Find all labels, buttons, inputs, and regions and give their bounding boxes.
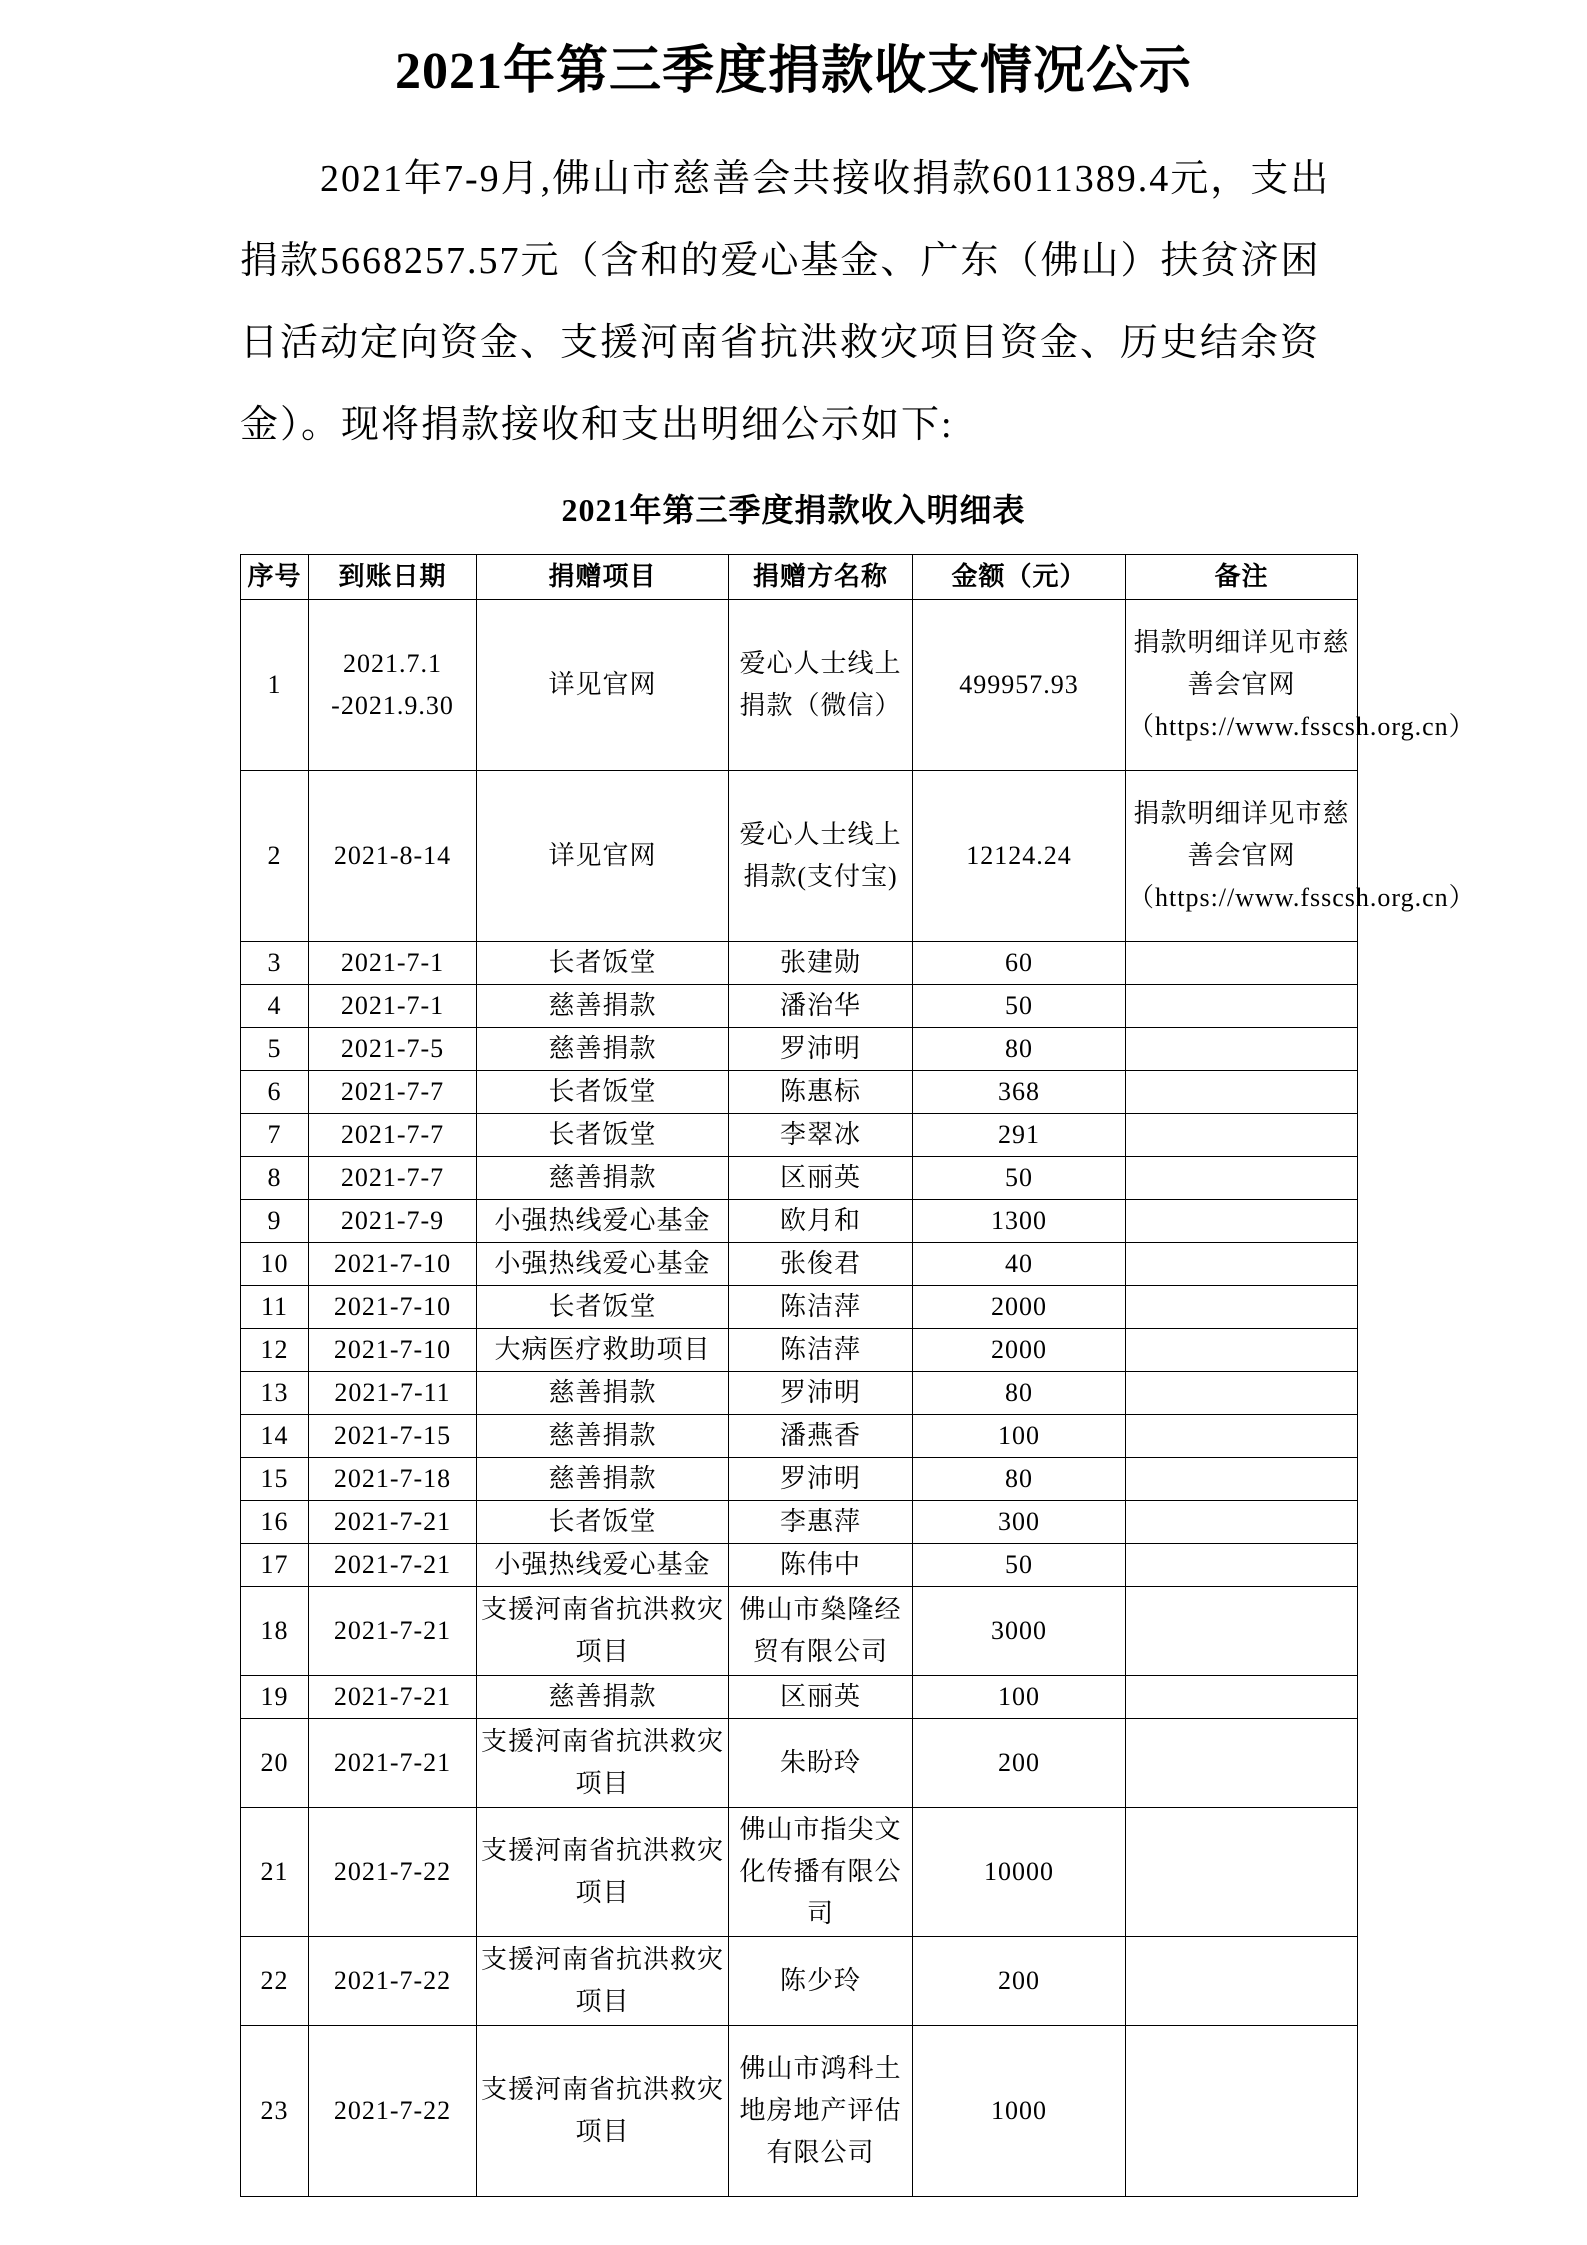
row-note [1126, 1114, 1358, 1157]
row-project: 慈善捐款 [477, 1157, 729, 1200]
table-row [241, 1071, 1358, 1114]
row-donor: 李翠冰 [729, 1114, 913, 1157]
table-row [241, 1719, 1358, 1808]
row-amount: 50 [913, 1544, 1126, 1587]
row-donor: 陈少玲 [729, 1937, 913, 2026]
row-date: 2021-7-9 [309, 1200, 477, 1243]
row-donor: 陈洁萍 [729, 1286, 913, 1329]
row-note [1126, 1719, 1358, 1808]
table-row [241, 1415, 1358, 1458]
row-date: 2021-7-21 [309, 1587, 477, 1676]
table-row [241, 1808, 1358, 1937]
row-donor: 潘治华 [729, 985, 913, 1028]
row-number: 21 [241, 1808, 309, 1937]
row-project: 支援河南省抗洪救灾项目 [477, 1719, 729, 1808]
row-date: 2021-7-11 [309, 1372, 477, 1415]
donation-income-table [240, 554, 1476, 2197]
row-donor: 罗沛明 [729, 1028, 913, 1071]
row-donor: 爱心人士线上捐款（微信） [729, 600, 913, 771]
table-row [241, 985, 1358, 1028]
row-donor: 陈惠标 [729, 1071, 913, 1114]
row-number: 18 [241, 1587, 309, 1676]
row-number: 8 [241, 1157, 309, 1200]
row-project: 长者饭堂 [477, 1114, 729, 1157]
row-date: 2021-7-10 [309, 1243, 477, 1286]
row-amount: 2000 [913, 1286, 1126, 1329]
header-no: 序号 [241, 555, 309, 600]
row-note [1126, 1501, 1358, 1544]
row-donor: 潘燕香 [729, 1415, 913, 1458]
row-number: 19 [241, 1676, 309, 1719]
table-header-row [241, 555, 1358, 600]
row-note: 捐款明细详见市慈善会官网（https://www.fsscsh.org.cn） [1126, 600, 1358, 771]
row-note [1126, 1028, 1358, 1071]
row-project: 支援河南省抗洪救灾项目 [477, 1587, 729, 1676]
row-number: 4 [241, 985, 309, 1028]
row-project: 慈善捐款 [477, 1372, 729, 1415]
row-number: 20 [241, 1719, 309, 1808]
row-donor: 爱心人士线上捐款(支付宝) [729, 771, 913, 942]
row-amount: 291 [913, 1114, 1126, 1157]
table-row [241, 1501, 1358, 1544]
row-project: 大病医疗救助项目 [477, 1329, 729, 1372]
document-title: 2021年第三季度捐款收支情况公示 [394, 43, 1192, 100]
row-project: 长者饭堂 [477, 942, 729, 985]
row-amount: 100 [913, 1415, 1126, 1458]
row-project: 慈善捐款 [477, 1676, 729, 1719]
row-amount: 2000 [913, 1329, 1126, 1372]
row-donor: 陈洁萍 [729, 1329, 913, 1372]
row-project: 支援河南省抗洪救灾项目 [477, 2026, 729, 2197]
table-row [241, 1329, 1358, 1372]
table-row [241, 1544, 1358, 1587]
row-date: 2021-7-22 [309, 1808, 477, 1937]
row-number: 10 [241, 1243, 309, 1286]
row-project: 小强热线爱心基金 [477, 1243, 729, 1286]
row-amount: 368 [913, 1071, 1126, 1114]
row-note [1126, 1415, 1358, 1458]
table-row [241, 1157, 1358, 1200]
row-project: 小强热线爱心基金 [477, 1544, 729, 1587]
row-project: 慈善捐款 [477, 1028, 729, 1071]
row-date: 2021-7-21 [309, 1719, 477, 1808]
row-amount: 200 [913, 1937, 1126, 2026]
row-note [1126, 1329, 1358, 1372]
table-row [241, 1458, 1358, 1501]
row-project: 支援河南省抗洪救灾项目 [477, 1808, 729, 1937]
row-note [1126, 1458, 1358, 1501]
row-date: 2021-7-7 [309, 1157, 477, 1200]
row-number: 2 [241, 771, 309, 942]
row-note [1126, 1544, 1358, 1587]
row-amount: 100 [913, 1676, 1126, 1719]
row-donor: 李惠萍 [729, 1501, 913, 1544]
table-row [241, 771, 1358, 942]
row-note [1126, 942, 1358, 985]
row-donor: 区丽英 [729, 1157, 913, 1200]
row-project: 长者饭堂 [477, 1071, 729, 1114]
row-project: 详见官网 [477, 771, 729, 942]
row-note [1126, 1676, 1358, 1719]
row-amount: 200 [913, 1719, 1126, 1808]
row-amount: 40 [913, 1243, 1126, 1286]
row-date: 2021-7-18 [309, 1458, 477, 1501]
row-amount: 300 [913, 1501, 1126, 1544]
row-number: 5 [241, 1028, 309, 1071]
table-row [241, 942, 1358, 985]
row-date: 2021-7-21 [309, 1501, 477, 1544]
row-donor: 陈伟中 [729, 1544, 913, 1587]
row-date: 2021.7.1 -2021.9.30 [309, 600, 477, 771]
row-amount: 3000 [913, 1587, 1126, 1676]
row-note [1126, 1587, 1358, 1676]
row-amount: 80 [913, 1458, 1126, 1501]
row-project: 长者饭堂 [477, 1501, 729, 1544]
row-project: 慈善捐款 [477, 1415, 729, 1458]
row-donor: 佛山市指尖文化传播有限公司 [729, 1808, 913, 1937]
table-row [241, 1243, 1358, 1286]
row-date: 2021-7-22 [309, 1937, 477, 2026]
row-amount: 60 [913, 942, 1126, 985]
row-note [1126, 2026, 1358, 2197]
row-number: 9 [241, 1200, 309, 1243]
row-project: 慈善捐款 [477, 985, 729, 1028]
row-number: 7 [241, 1114, 309, 1157]
row-date: 2021-7-10 [309, 1329, 477, 1372]
row-note [1126, 1071, 1358, 1114]
header-date: 到账日期 [309, 555, 477, 600]
intro-text: 2021年7-9月,佛山市慈善会共接收捐款6011389.4元，支出捐款5668257.57元（含和的爱心基金、广东（佛山）扶贫济困日活动定向资金、支援河南省抗洪救灾项目资金、历史结余资金）。现将捐款接收和支出明细公示如下: [240, 158, 1331, 446]
table-body [241, 600, 1476, 2197]
row-number: 16 [241, 1501, 309, 1544]
row-date: 2021-7-1 [309, 942, 477, 985]
row-date: 2021-7-22 [309, 2026, 477, 2197]
row-note [1126, 1286, 1358, 1329]
row-project: 支援河南省抗洪救灾项目 [477, 1937, 729, 2026]
row-note [1126, 1372, 1358, 1415]
table-title: 2021年第三季度捐款收入明细表 [561, 492, 1026, 528]
row-date: 2021-7-21 [309, 1676, 477, 1719]
row-project: 小强热线爱心基金 [477, 1200, 729, 1243]
row-amount: 50 [913, 1157, 1126, 1200]
row-amount: 1300 [913, 1200, 1126, 1243]
row-donor: 张俊君 [729, 1243, 913, 1286]
row-date: 2021-7-21 [309, 1544, 477, 1587]
row-amount: 10000 [913, 1808, 1126, 1937]
row-project: 详见官网 [477, 600, 729, 771]
table-row [241, 2026, 1358, 2197]
row-number: 13 [241, 1372, 309, 1415]
row-date: 2021-7-1 [309, 985, 477, 1028]
row-number: 12 [241, 1329, 309, 1372]
row-donor: 罗沛明 [729, 1372, 913, 1415]
row-note [1126, 1937, 1358, 2026]
row-donor: 佛山市鸿科土地房地产评估有限公司 [729, 2026, 913, 2197]
intro-paragraph [240, 138, 1360, 466]
row-number: 15 [241, 1458, 309, 1501]
table-row [241, 1028, 1358, 1071]
row-note: 捐款明细详见市慈善会官网（https://www.fsscsh.org.cn） [1126, 771, 1358, 942]
row-number: 1 [241, 600, 309, 771]
table-row [241, 600, 1358, 771]
row-note [1126, 985, 1358, 1028]
row-note [1126, 1243, 1358, 1286]
row-amount: 80 [913, 1028, 1126, 1071]
row-note [1126, 1157, 1358, 1200]
row-donor: 欧月和 [729, 1200, 913, 1243]
row-amount: 1000 [913, 2026, 1126, 2197]
table-row [241, 1372, 1358, 1415]
table-row [241, 1587, 1358, 1676]
row-donor: 朱盼玲 [729, 1719, 913, 1808]
row-number: 11 [241, 1286, 309, 1329]
header-note: 备注 [1126, 555, 1358, 600]
row-number: 17 [241, 1544, 309, 1587]
row-amount: 50 [913, 985, 1126, 1028]
row-number: 23 [241, 2026, 309, 2197]
row-date: 2021-7-7 [309, 1071, 477, 1114]
row-date: 2021-7-10 [309, 1286, 477, 1329]
row-number: 6 [241, 1071, 309, 1114]
row-date: 2021-7-5 [309, 1028, 477, 1071]
table-row [241, 1676, 1358, 1719]
row-amount: 80 [913, 1372, 1126, 1415]
row-donor: 区丽英 [729, 1676, 913, 1719]
table-row [241, 1286, 1358, 1329]
row-note [1126, 1808, 1358, 1937]
table-row [241, 1200, 1358, 1243]
row-donor: 张建勋 [729, 942, 913, 985]
row-date: 2021-7-7 [309, 1114, 477, 1157]
row-number: 22 [241, 1937, 309, 2026]
header-amount: 金额（元） [913, 555, 1126, 600]
row-amount: 499957.93 [913, 600, 1126, 771]
row-number: 3 [241, 942, 309, 985]
row-donor: 佛山市燊隆经贸有限公司 [729, 1587, 913, 1676]
header-project: 捐赠项目 [477, 555, 729, 600]
row-project: 慈善捐款 [477, 1458, 729, 1501]
row-note [1126, 1200, 1358, 1243]
row-project: 长者饭堂 [477, 1286, 729, 1329]
row-number: 14 [241, 1415, 309, 1458]
row-date: 2021-8-14 [309, 771, 477, 942]
row-date: 2021-7-15 [309, 1415, 477, 1458]
row-amount: 12124.24 [913, 771, 1126, 942]
table-row [241, 1114, 1358, 1157]
header-donor: 捐赠方名称 [729, 555, 913, 600]
row-donor: 罗沛明 [729, 1458, 913, 1501]
table-row [241, 1937, 1358, 2026]
